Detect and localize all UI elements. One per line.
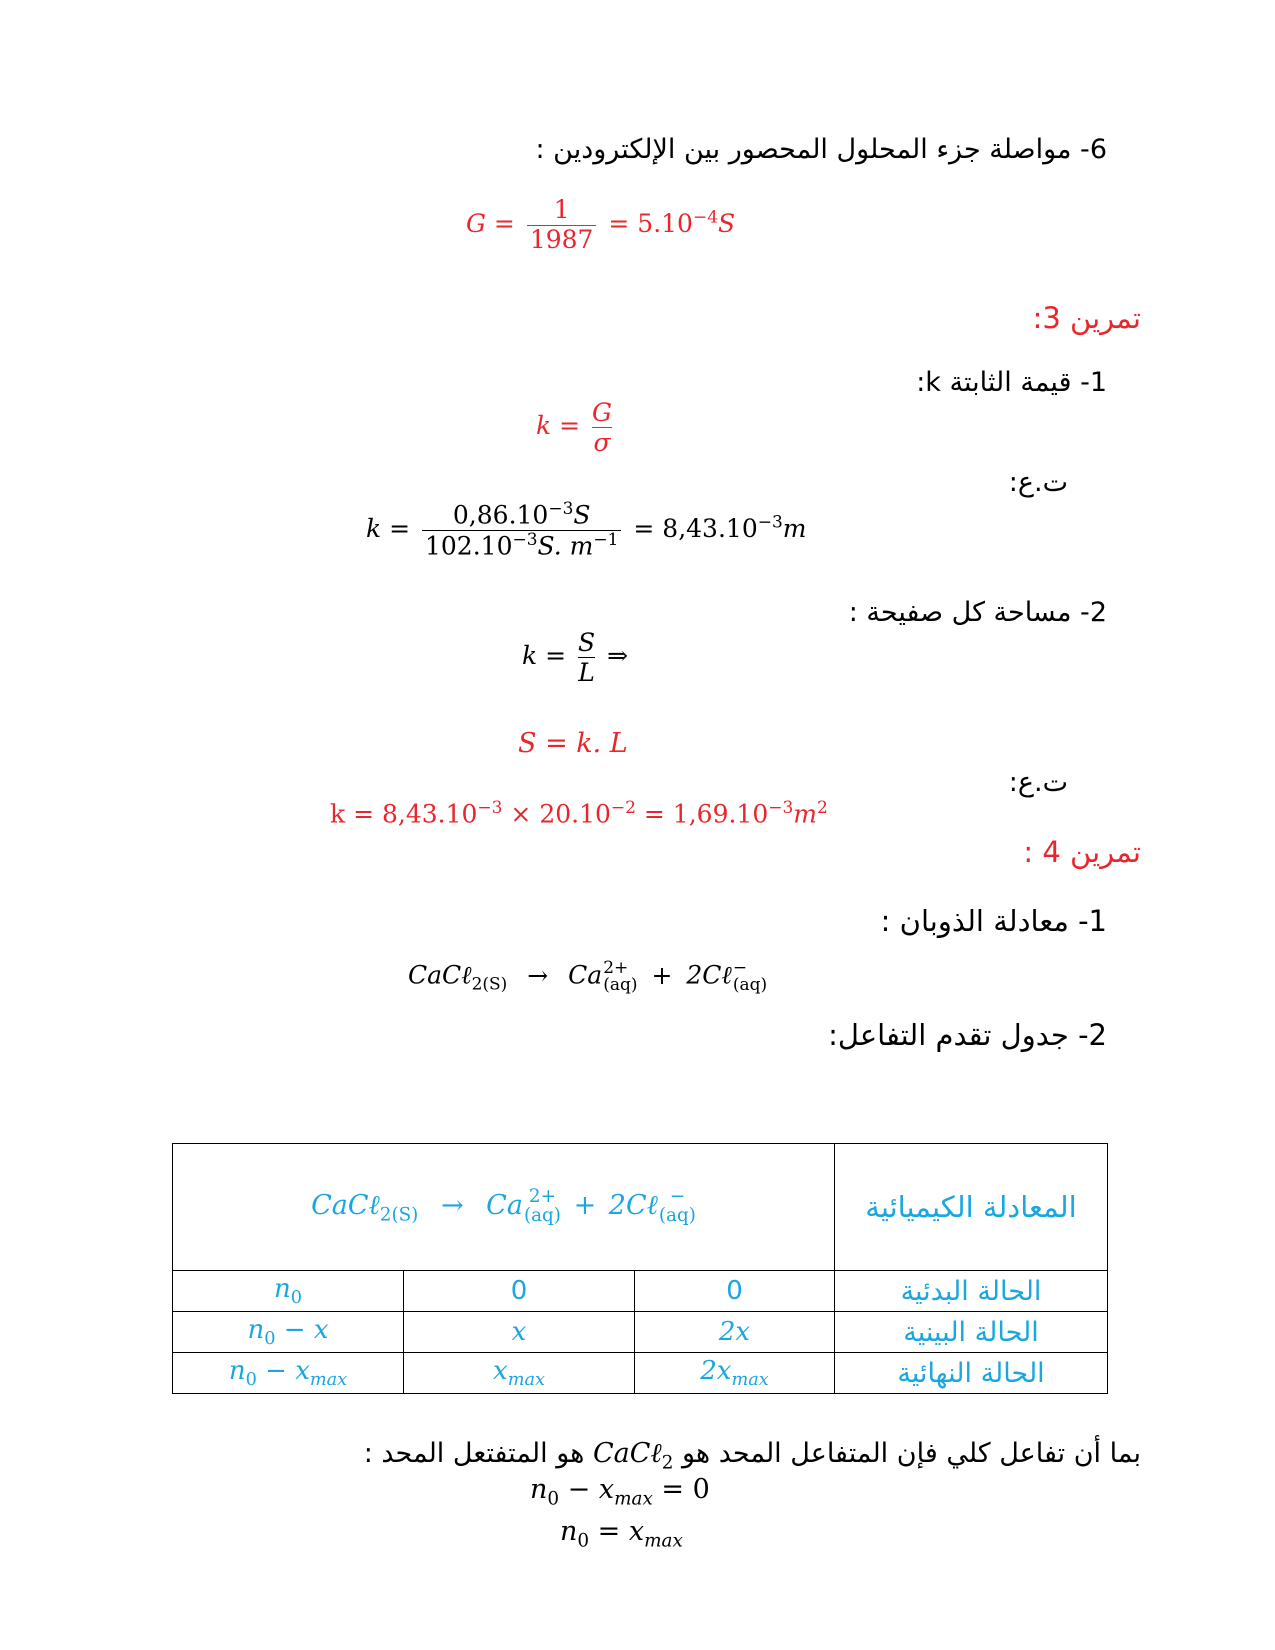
ta-label-1: ت.ع: (1008, 467, 1068, 498)
ex3-q2: 2- مساحة كل صفيحة : (848, 597, 1107, 628)
row2-col3: 2x (635, 1312, 835, 1353)
dissolution-equation: CaCℓ$_{2(S)}$ → Ca 2+ (aq) + 2Cℓ − (aq) (408, 958, 768, 995)
table-row (173, 1271, 1108, 1312)
row1-label: الحالة البدئية (835, 1271, 1108, 1312)
conclusion-line (364, 1438, 1141, 1473)
row1-col2: 0 (404, 1271, 635, 1312)
area-formula: S = k. L (518, 728, 628, 759)
k-calc-rhs: = $8,43.10^{-3}m$ (633, 512, 807, 544)
row2-label: الحالة البينية (835, 1312, 1108, 1353)
conclusion-equation-2: $n_0 = x_{max}$ (560, 1516, 683, 1552)
limiting-reagent-formula: CaCℓ$_2$ (593, 1438, 674, 1474)
k-calc-num: $0,86.10^{-3}S$ (422, 500, 621, 531)
g-eq-exp: −4 (692, 207, 719, 228)
ta-label-2: ت.ع: (1008, 767, 1068, 798)
g-eq-lhs: G = (466, 208, 515, 238)
exercise-4-title: تمرين 4 : (1023, 835, 1141, 869)
row3-col1: $n_0 - x_{max}$ (173, 1353, 404, 1394)
k-def-lhs: k = (536, 411, 581, 440)
conclusion-text-b: هو المتفتعل المحد : (363, 1438, 585, 1469)
row3-label: الحالة النهائية (835, 1353, 1108, 1394)
k-calculation (366, 500, 807, 561)
k-calc-den: $102.10^{-3}S$. $m^{-1}$ (425, 530, 619, 561)
implies-arrow: ⇒ (607, 641, 629, 670)
area-calculation: $k = 8,43.10^{-3} \times 20.10^{-2} = 1,69.10^{-3}m^2$ (330, 798, 828, 829)
ex3-q1: 1- قيمة الثابتة k: (916, 367, 1107, 398)
row1-col3: 0 (635, 1271, 835, 1312)
g-eq-unit: S (718, 208, 736, 238)
k-definition (536, 398, 616, 457)
exercise-3-title: تمرين 3: (1032, 301, 1141, 335)
conclusion-equation-1: $n_0 - x_{max} = 0$ (530, 1474, 710, 1510)
k-def-den: σ (593, 428, 611, 457)
k-sl-num: S (578, 628, 596, 657)
reaction-progress-table (172, 1143, 1108, 1394)
k-sl-lhs: k = (522, 641, 567, 670)
table-row (173, 1312, 1108, 1353)
row1-col1: $n_0$ (173, 1271, 404, 1312)
table-header-label: المعادلة الكيميائية (835, 1144, 1108, 1271)
g-eq-den: 1987 (529, 224, 594, 254)
row2-col2: x (404, 1312, 635, 1353)
row2-col1: $n_0 - x$ (173, 1312, 404, 1353)
table-equation-cell: CaCℓ$_{2(S)}$ → Ca 2+ (aq) + 2Cℓ − (aq) (173, 1144, 835, 1271)
conductance-equation (466, 196, 735, 255)
row3-col2: $x_{max}$ (404, 1353, 635, 1394)
table-row (173, 1353, 1108, 1394)
k-s-over-l (522, 628, 628, 687)
g-eq-num: 1 (527, 196, 597, 226)
ex4-q2: 2- جدول تقدم التفاعل: (828, 1018, 1107, 1052)
conclusion-text-a: بما أن تفاعل كلي فإن المتفاعل المحد هو (681, 1438, 1141, 1469)
g-eq-rhs: = 5.10 (608, 208, 693, 238)
q6-heading: 6- مواصلة جزء المحلول المحصور بين الإلكترودين : (535, 134, 1107, 165)
row3-col3: $2x_{max}$ (635, 1353, 835, 1394)
k-sl-den: L (578, 658, 595, 687)
table-header-row (173, 1144, 1108, 1271)
ex4-q1: 1- معادلة الذوبان : (880, 904, 1107, 938)
k-def-num: G (592, 398, 612, 427)
k-calc-lhs: k = (366, 514, 411, 544)
